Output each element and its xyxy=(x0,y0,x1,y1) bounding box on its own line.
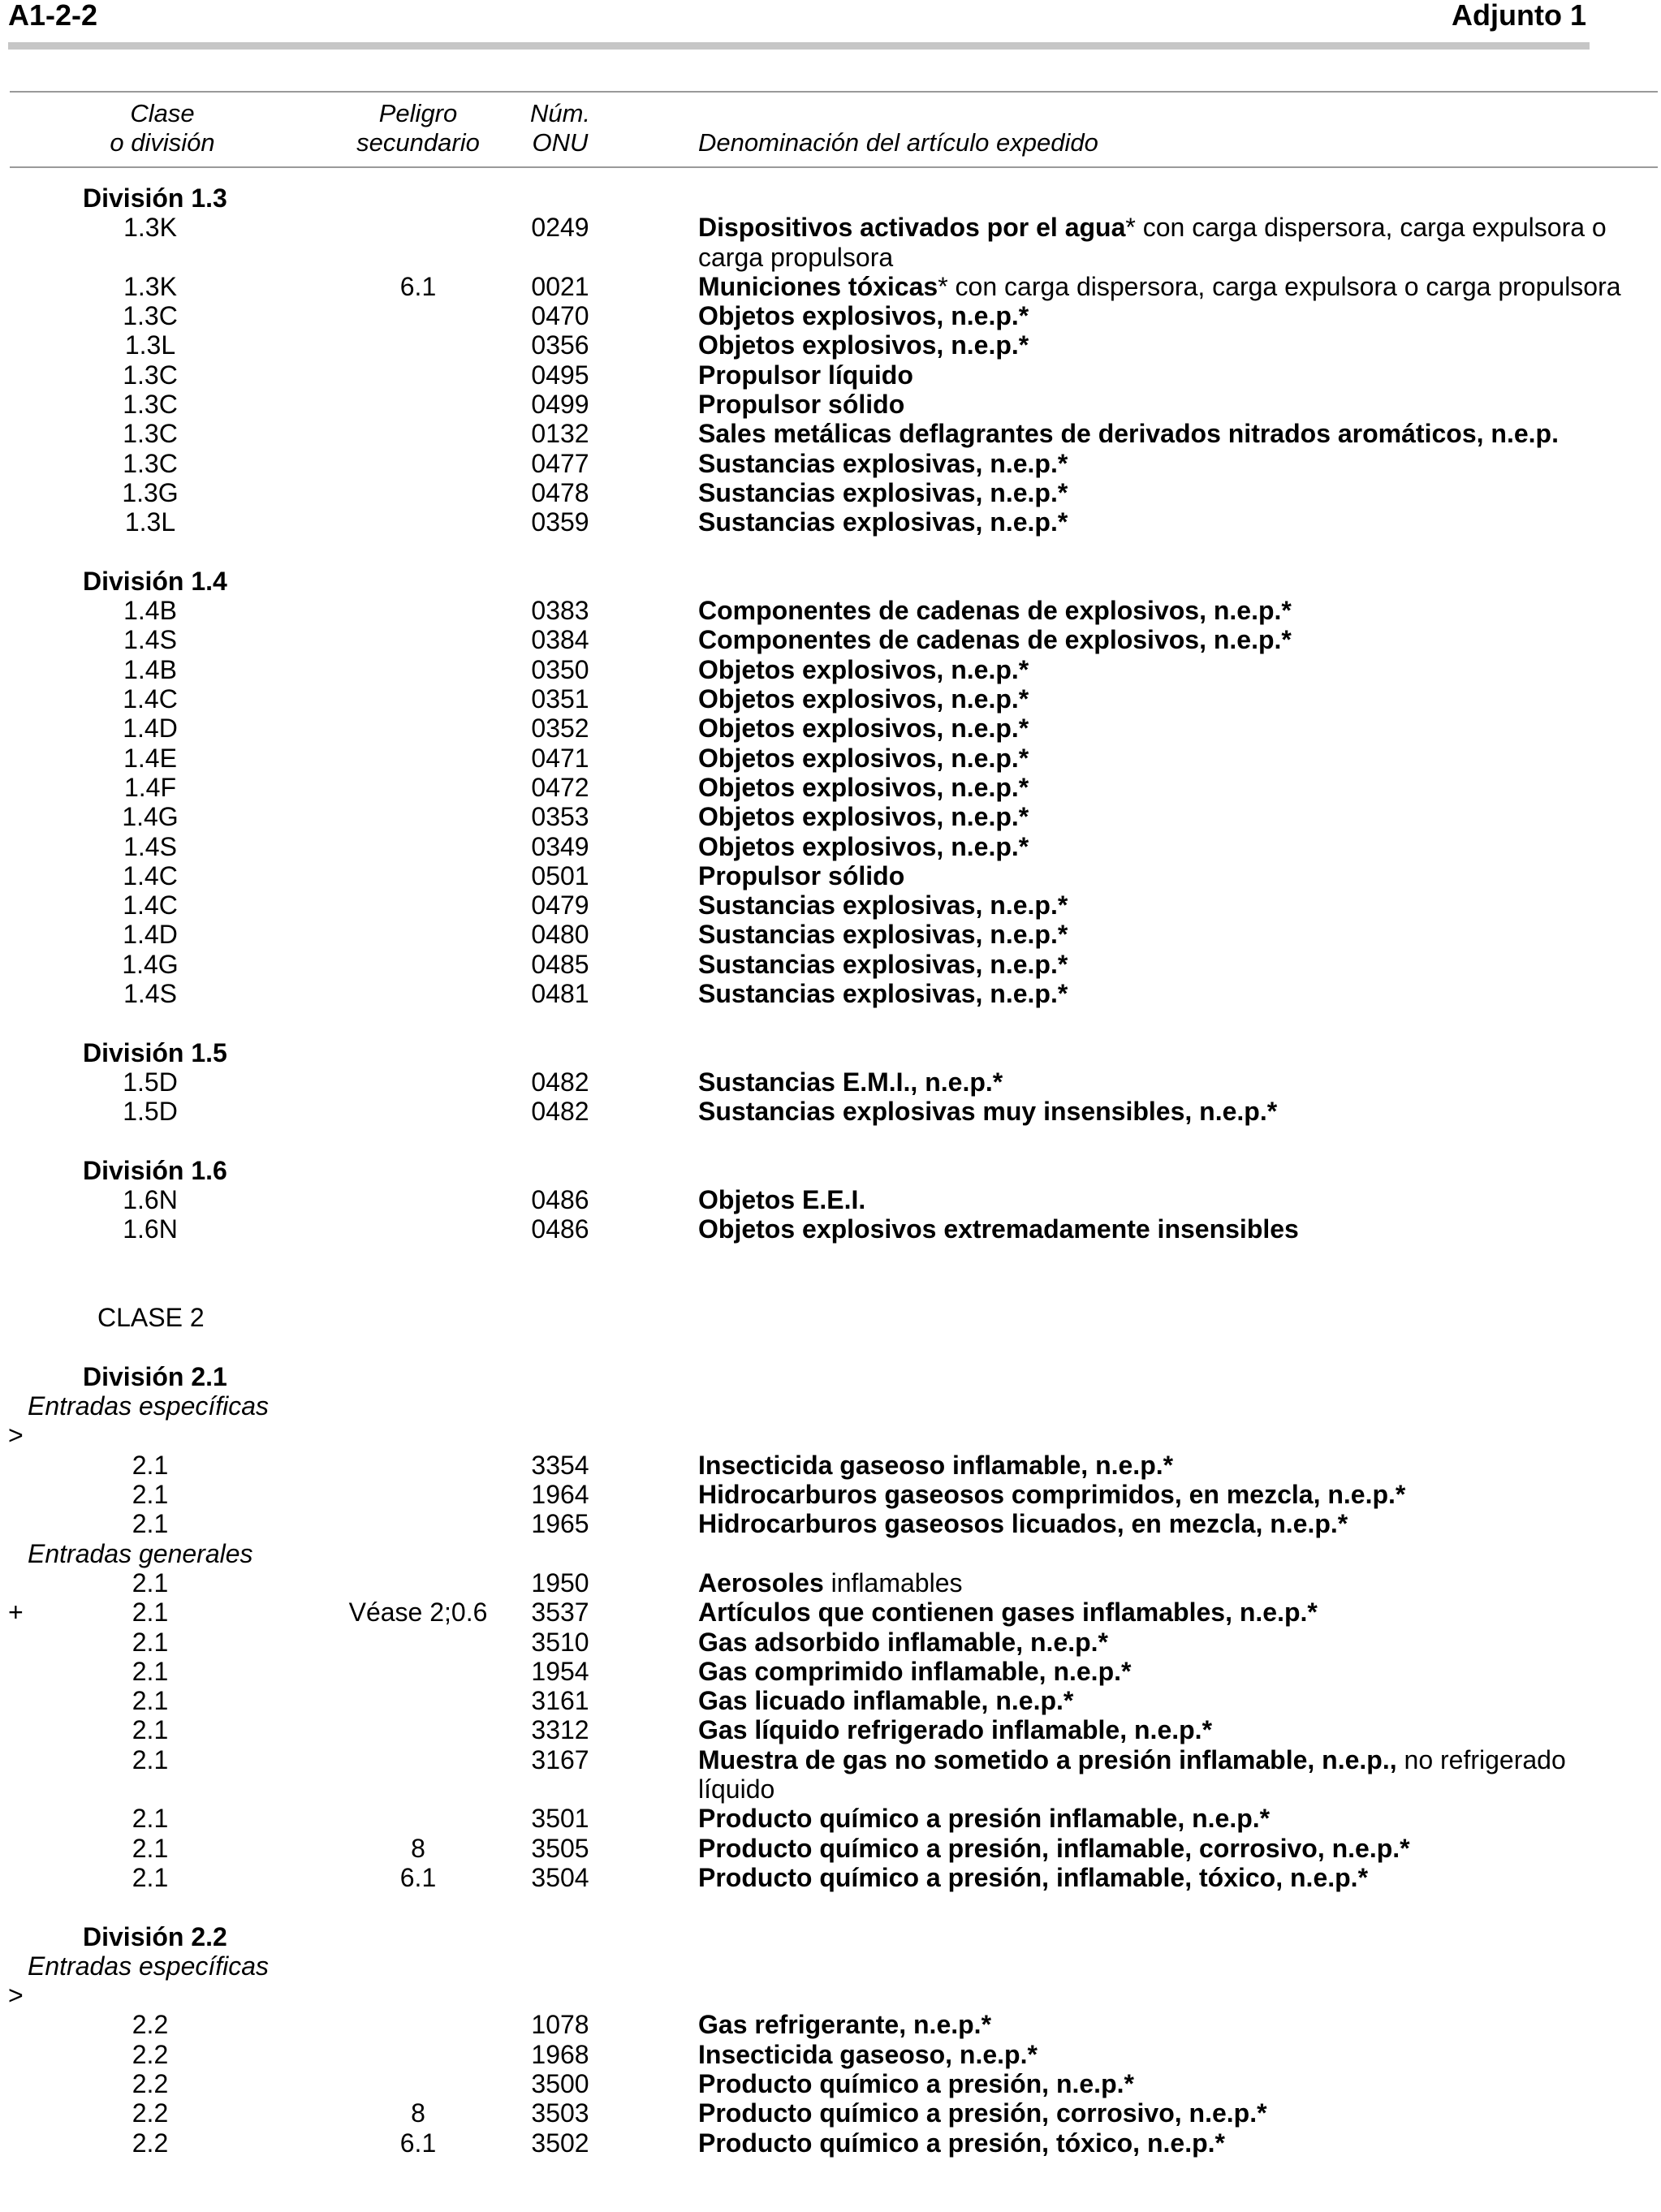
column-header-onu xyxy=(520,99,601,157)
shipping-name-cell xyxy=(698,714,1648,743)
table-row xyxy=(0,1451,1661,1480)
table-row xyxy=(0,1185,1661,1214)
section-spacer xyxy=(0,1244,1661,1304)
un-number-cell: 3354 xyxy=(531,1450,589,1480)
class-division-cell: 1.4C xyxy=(123,860,178,890)
shipping-name-bold: Gas licuado inflamable, n.e.p.* xyxy=(698,1686,1074,1716)
shipping-name-bold: Objetos explosivos, n.e.p.* xyxy=(698,330,1029,360)
shipping-name-bold: Objetos explosivos, n.e.p.* xyxy=(698,802,1029,832)
un-number-cell: 3510 xyxy=(531,1627,589,1657)
shipping-name-bold: Sustancias explosivas, n.e.p.* xyxy=(698,920,1068,950)
table-row xyxy=(0,1745,1661,1805)
shipping-name-cell xyxy=(698,390,1648,419)
class-division-cell: 1.4S xyxy=(123,625,177,655)
class-division-cell: 2.2 xyxy=(132,2010,169,2040)
un-number-cell: 0486 xyxy=(531,1185,589,1215)
class-division-cell: 1.3C xyxy=(123,360,178,390)
table-row xyxy=(0,802,1661,831)
table-row xyxy=(0,1715,1661,1744)
shipping-name-cell xyxy=(698,744,1648,773)
table-row xyxy=(0,1097,1661,1126)
shipping-name-cell xyxy=(698,684,1648,714)
entries-table xyxy=(0,183,1661,2158)
class-division-cell: 1.4B xyxy=(123,654,177,684)
table-row xyxy=(0,2098,1661,2128)
shipping-name-cell xyxy=(698,2128,1648,2158)
shipping-name-bold: Propulsor líquido xyxy=(698,360,913,390)
table-row xyxy=(0,1568,1661,1598)
table-row xyxy=(0,979,1661,1008)
un-number-cell: 0132 xyxy=(531,419,589,449)
table-row xyxy=(0,714,1661,743)
table-row xyxy=(0,890,1661,920)
class-division-cell: 1.3L xyxy=(124,330,176,360)
shipping-name-cell xyxy=(698,1480,1648,1509)
shipping-name-bold: Sustancias explosivas muy insensibles, n.e.p.* xyxy=(698,1097,1278,1127)
table-row xyxy=(0,2128,1661,2158)
shipping-name-cell xyxy=(698,478,1648,507)
table-row xyxy=(0,920,1661,949)
class-division-cell: 1.6N xyxy=(123,1185,178,1215)
table-row xyxy=(0,478,1661,507)
page-reference: A1-2-2 xyxy=(8,0,98,32)
shipping-name-bold: Propulsor sólido xyxy=(698,390,905,420)
shipping-name-cell xyxy=(698,1715,1648,1744)
column-header-line: Núm. xyxy=(529,99,591,127)
class-division-cell: 2.2 xyxy=(132,2098,169,2128)
class-division-cell: 2.1 xyxy=(132,1509,169,1539)
shipping-name-bold: Gas refrigerante, n.e.p.* xyxy=(698,2010,992,2040)
table-row xyxy=(0,1214,1661,1244)
subsidiary-hazard-cell: 6.1 xyxy=(399,1862,437,1892)
un-number-cell: 0486 xyxy=(531,1214,589,1244)
shipping-name-cell xyxy=(698,1863,1648,1892)
table-row xyxy=(0,1804,1661,1833)
table-row xyxy=(0,390,1661,419)
table-header-rule xyxy=(10,166,1658,168)
column-header-line: ONU xyxy=(532,128,589,157)
un-number-cell: 3502 xyxy=(531,2128,589,2158)
class-division-cell: 1.3C xyxy=(123,390,178,420)
class-division-cell: 1.3C xyxy=(123,419,178,449)
attachment-label: Adjunto 1 xyxy=(1452,0,1586,32)
un-number-cell: 0479 xyxy=(531,890,589,921)
shipping-name-bold: Producto químico a presión, inflamable, tóxico, n.e.p.* xyxy=(698,1862,1369,1892)
class-division-cell: 1.3C xyxy=(123,301,178,331)
un-number-cell: 0501 xyxy=(531,860,589,890)
shipping-name-bold: Producto químico a presión, inflamable, corrosivo, n.e.p.* xyxy=(698,1833,1410,1863)
shipping-name-bold: Aerosoles xyxy=(698,1567,824,1598)
revision-mark: + xyxy=(8,1598,24,1628)
un-number-cell: 0495 xyxy=(531,360,589,390)
shipping-name-bold: Objetos explosivos, n.e.p.* xyxy=(698,831,1029,861)
shipping-name-cell xyxy=(698,1686,1648,1715)
shipping-name-rest: * con carga dispersora, carga expulsora o carga propulsora xyxy=(938,271,1621,301)
shipping-name-cell xyxy=(698,1451,1648,1480)
class-division-cell: 1.4D xyxy=(123,714,178,744)
table-row xyxy=(0,744,1661,773)
shipping-name-bold: Muestra de gas no sometido a presión inflamable, n.e.p., xyxy=(698,1744,1397,1774)
division-heading: División 2.2 xyxy=(83,1921,227,1951)
class-division-cell: 2.1 xyxy=(132,1656,169,1686)
un-number-cell: 0350 xyxy=(531,654,589,684)
table-row xyxy=(0,684,1661,714)
table-row xyxy=(0,272,1661,301)
class-division-cell: 1.4C xyxy=(123,684,178,714)
division-heading: División 2.1 xyxy=(83,1361,227,1391)
class-heading: CLASE 2 xyxy=(97,1303,205,1333)
table-row xyxy=(0,507,1661,537)
un-number-cell: 0349 xyxy=(531,831,589,861)
shipping-name-cell xyxy=(698,2040,1648,2069)
shipping-name-cell xyxy=(698,1214,1648,1244)
shipping-name-cell xyxy=(698,1598,1648,1627)
un-number-cell: 0352 xyxy=(531,714,589,744)
column-header-line: secundario xyxy=(356,128,480,157)
shipping-name-bold: Gas comprimido inflamable, n.e.p.* xyxy=(698,1656,1132,1686)
shipping-name-bold: Gas adsorbido inflamable, n.e.p.* xyxy=(698,1627,1108,1657)
class-division-cell: 2.1 xyxy=(132,1804,169,1834)
un-number-cell: 1968 xyxy=(531,2039,589,2069)
shipping-name-cell xyxy=(698,507,1648,537)
shipping-name-bold: Objetos explosivos extremadamente insensibles xyxy=(698,1214,1299,1244)
shipping-name-bold: Producto químico a presión, tóxico, n.e.p.* xyxy=(698,2128,1225,2158)
shipping-name-cell xyxy=(698,625,1648,654)
un-number-cell: 3537 xyxy=(531,1598,589,1628)
entries-subheading: Entradas específicas xyxy=(28,1391,270,1421)
change-marker: > xyxy=(8,1421,24,1451)
section-spacer xyxy=(0,1333,1661,1362)
column-header-line: Clase xyxy=(130,99,195,127)
class-division-cell: 1.4C xyxy=(123,890,178,921)
table-row xyxy=(0,419,1661,448)
shipping-name-cell xyxy=(698,1628,1648,1657)
shipping-name-bold: Objetos E.E.I. xyxy=(698,1185,866,1215)
division-heading: División 1.3 xyxy=(83,183,227,213)
class-division-cell: 1.6N xyxy=(123,1214,178,1244)
division-heading: División 1.4 xyxy=(83,566,227,596)
un-number-cell: 0353 xyxy=(531,802,589,832)
shipping-name-cell xyxy=(698,920,1648,949)
table-row xyxy=(0,2040,1661,2069)
shipping-name-cell xyxy=(698,330,1648,360)
table-row xyxy=(0,449,1661,478)
column-header-denominacion: Denominación del artículo expedido xyxy=(698,128,1098,157)
un-number-cell: 0482 xyxy=(531,1097,589,1127)
table-row xyxy=(0,1598,1661,1627)
class-division-cell: 1.3C xyxy=(123,448,178,478)
un-number-cell: 3504 xyxy=(531,1862,589,1892)
shipping-name-bold: Producto químico a presión, corrosivo, n.e.p.* xyxy=(698,2098,1267,2128)
column-header-line: Peligro xyxy=(378,99,458,127)
shipping-name-cell xyxy=(698,596,1648,625)
table-row xyxy=(0,1480,1661,1509)
shipping-name-cell xyxy=(698,301,1648,330)
class-division-cell: 2.1 xyxy=(132,1480,169,1510)
entries-subheading: Entradas específicas xyxy=(28,1951,270,1981)
class-division-cell: 1.5D xyxy=(123,1097,178,1127)
class-division-cell: 2.2 xyxy=(132,2039,169,2069)
un-number-cell: 3503 xyxy=(531,2098,589,2128)
shipping-name-bold: Componentes de cadenas de explosivos, n.e.p.* xyxy=(698,625,1292,655)
shipping-name-cell xyxy=(698,802,1648,831)
shipping-name-cell xyxy=(698,213,1648,272)
class-division-cell: 1.3L xyxy=(124,507,176,537)
table-row xyxy=(0,360,1661,390)
shipping-name-bold: Objetos explosivos, n.e.p.* xyxy=(698,772,1029,802)
shipping-name-bold: Sustancias explosivas, n.e.p.* xyxy=(698,890,1068,921)
shipping-name-rest: inflamables xyxy=(823,1567,963,1598)
un-number-cell: 0383 xyxy=(531,596,589,626)
shipping-name-bold: Objetos explosivos, n.e.p.* xyxy=(698,301,1029,331)
table-row xyxy=(0,1834,1661,1863)
table-row xyxy=(0,1657,1661,1686)
shipping-name-bold: Artículos que contienen gases inflamables, n.e.p.* xyxy=(698,1598,1318,1628)
shipping-name-bold: Producto químico a presión, n.e.p.* xyxy=(698,2069,1134,2098)
un-number-cell: 1964 xyxy=(531,1480,589,1510)
class-division-cell: 2.1 xyxy=(132,1862,169,1892)
shipping-name-cell xyxy=(698,655,1648,684)
shipping-name-bold: Propulsor sólido xyxy=(698,860,905,890)
class-division-cell: 1.4B xyxy=(123,596,177,626)
un-number-cell: 0480 xyxy=(531,920,589,950)
class-division-cell: 1.3K xyxy=(123,213,177,243)
subsidiary-hazard-cell: Véase 2;0.6 xyxy=(348,1598,488,1628)
un-number-cell: 3312 xyxy=(531,1715,589,1745)
subsidiary-hazard-cell: 8 xyxy=(411,1833,425,1863)
shipping-name-bold: Hidrocarburos gaseosos comprimidos, en mezcla, n.e.p.* xyxy=(698,1480,1406,1510)
un-number-cell: 1950 xyxy=(531,1567,589,1598)
un-number-cell: 0485 xyxy=(531,949,589,979)
section-spacer xyxy=(0,537,1661,567)
un-number-cell: 0482 xyxy=(531,1067,589,1097)
un-number-cell: 1954 xyxy=(531,1656,589,1686)
table-row xyxy=(0,596,1661,625)
shipping-name-cell xyxy=(698,419,1648,448)
table-row xyxy=(0,2069,1661,2098)
class-division-cell: 2.2 xyxy=(132,2128,169,2158)
table-row xyxy=(0,1863,1661,1892)
shipping-name-cell xyxy=(698,979,1648,1008)
class-division-cell: 1.5D xyxy=(123,1067,178,1097)
class-division-cell: 1.4D xyxy=(123,920,178,950)
un-number-cell: 0249 xyxy=(531,213,589,243)
section-spacer xyxy=(0,1127,1661,1156)
shipping-name-rest: no refrigerado líquido xyxy=(698,1744,1566,1805)
shipping-name-cell xyxy=(698,1509,1648,1538)
shipping-name-bold: Insecticida gaseoso inflamable, n.e.p.* xyxy=(698,1450,1174,1480)
class-division-cell: 1.4G xyxy=(122,802,179,832)
class-division-cell: 2.1 xyxy=(132,1715,169,1745)
table-row xyxy=(0,655,1661,684)
shipping-name-cell xyxy=(698,1097,1648,1126)
shipping-name-bold: Objetos explosivos, n.e.p.* xyxy=(698,654,1029,684)
un-number-cell: 3167 xyxy=(531,1744,589,1774)
un-number-cell: 0477 xyxy=(531,448,589,478)
class-division-cell: 1.4E xyxy=(123,743,177,773)
section-spacer xyxy=(0,1008,1661,1037)
shipping-name-bold: Producto químico a presión inflamable, n.e.p.* xyxy=(698,1804,1271,1834)
shipping-name-cell xyxy=(698,1657,1648,1686)
shipping-name-cell xyxy=(698,1568,1648,1598)
class-division-cell: 1.4F xyxy=(123,772,177,802)
division-heading: División 1.6 xyxy=(83,1155,227,1185)
subsidiary-hazard-cell: 6.1 xyxy=(399,271,437,301)
shipping-name-cell xyxy=(698,360,1648,390)
shipping-name-bold: Hidrocarburos gaseosos licuados, en mezcla, n.e.p.* xyxy=(698,1509,1348,1539)
table-row xyxy=(0,861,1661,890)
column-header-peligro xyxy=(333,99,503,157)
un-number-cell: 3505 xyxy=(531,1833,589,1863)
shipping-name-cell xyxy=(698,449,1648,478)
un-number-cell: 1078 xyxy=(531,2010,589,2040)
un-number-cell: 0384 xyxy=(531,625,589,655)
shipping-name-bold: Insecticida gaseoso, n.e.p.* xyxy=(698,2039,1038,2069)
shipping-name-bold: Gas líquido refrigerado inflamable, n.e.p.* xyxy=(698,1715,1213,1745)
shipping-name-bold: Componentes de cadenas de explosivos, n.e.p.* xyxy=(698,596,1292,626)
column-header-line: o división xyxy=(110,128,215,157)
class-division-cell: 2.1 xyxy=(132,1598,169,1628)
un-number-cell: 0356 xyxy=(531,330,589,360)
class-division-cell: 1.4G xyxy=(122,949,179,979)
shipping-name-cell xyxy=(698,2098,1648,2128)
section-spacer xyxy=(0,1892,1661,1921)
class-division-cell: 1.3G xyxy=(122,477,179,507)
table-row xyxy=(0,330,1661,360)
un-number-cell: 1965 xyxy=(531,1509,589,1539)
shipping-name-cell xyxy=(698,1067,1648,1097)
table-row xyxy=(0,1686,1661,1715)
table-row xyxy=(0,213,1661,272)
shipping-name-bold: Sustancias explosivas, n.e.p.* xyxy=(698,979,1068,1009)
un-number-cell: 0481 xyxy=(531,979,589,1009)
shipping-name-bold: Sustancias explosivas, n.e.p.* xyxy=(698,477,1068,507)
division-heading: División 1.5 xyxy=(83,1037,227,1067)
table-row xyxy=(0,625,1661,654)
table-top-rule xyxy=(10,91,1658,93)
shipping-name-cell xyxy=(698,950,1648,979)
table-row xyxy=(0,301,1661,330)
class-division-cell: 2.1 xyxy=(132,1567,169,1598)
shipping-name-bold: Sustancias E.M.I., n.e.p.* xyxy=(698,1067,1003,1097)
column-header-clase xyxy=(81,99,244,157)
shipping-name-cell xyxy=(698,832,1648,861)
shipping-name-bold: Sales metálicas deflagrantes de derivados nitrados aromáticos, n.e.p. xyxy=(698,419,1559,449)
un-number-cell: 0471 xyxy=(531,743,589,773)
un-number-cell: 0499 xyxy=(531,390,589,420)
class-division-cell: 2.1 xyxy=(132,1627,169,1657)
class-division-cell: 1.4S xyxy=(123,979,177,1009)
shipping-name-bold: Objetos explosivos, n.e.p.* xyxy=(698,684,1029,714)
shipping-name-bold: Sustancias explosivas, n.e.p.* xyxy=(698,448,1068,478)
shipping-name-rest: * con carga dispersora, carga expulsora o carga propulsora xyxy=(698,213,1607,272)
shipping-name-bold: Objetos explosivos, n.e.p.* xyxy=(698,714,1029,744)
subsidiary-hazard-cell: 8 xyxy=(411,2098,425,2128)
un-number-cell: 3501 xyxy=(531,1804,589,1834)
un-number-cell: 0470 xyxy=(531,301,589,331)
shipping-name-cell xyxy=(698,861,1648,890)
shipping-name-cell xyxy=(698,1745,1648,1805)
shipping-name-cell xyxy=(698,2010,1648,2039)
table-row xyxy=(0,773,1661,802)
class-division-cell: 2.1 xyxy=(132,1833,169,1863)
table-row xyxy=(0,1509,1661,1538)
table-row xyxy=(0,950,1661,979)
class-division-cell: 2.1 xyxy=(132,1686,169,1716)
table-row xyxy=(0,1067,1661,1097)
shipping-name-bold: Sustancias explosivas, n.e.p.* xyxy=(698,949,1068,979)
un-number-cell: 3161 xyxy=(531,1686,589,1716)
un-number-cell: 0472 xyxy=(531,772,589,802)
shipping-name-bold: Objetos explosivos, n.e.p.* xyxy=(698,743,1029,773)
subsidiary-hazard-cell: 6.1 xyxy=(399,2128,437,2158)
class-division-cell: 1.4S xyxy=(123,831,177,861)
shipping-name-cell xyxy=(698,2069,1648,2098)
shipping-name-bold: Sustancias explosivas, n.e.p.* xyxy=(698,507,1068,537)
class-division-cell: 2.1 xyxy=(132,1744,169,1774)
class-division-cell: 2.1 xyxy=(132,1450,169,1480)
shipping-name-bold: Municiones tóxicas xyxy=(698,271,938,301)
entries-subheading: Entradas generales xyxy=(28,1538,253,1568)
un-number-cell: 0478 xyxy=(531,477,589,507)
shipping-name-cell xyxy=(698,1834,1648,1863)
class-division-cell: 2.2 xyxy=(132,2069,169,2098)
shipping-name-cell xyxy=(698,890,1648,920)
table-row xyxy=(0,1628,1661,1657)
un-number-cell: 0359 xyxy=(531,507,589,537)
table-row xyxy=(0,832,1661,861)
change-marker: > xyxy=(8,1981,24,2011)
header-divider xyxy=(8,42,1590,50)
shipping-name-cell xyxy=(698,773,1648,802)
shipping-name-cell xyxy=(698,1804,1648,1833)
un-number-cell: 0351 xyxy=(531,684,589,714)
class-division-cell: 1.3K xyxy=(123,271,177,301)
shipping-name-cell xyxy=(698,272,1648,301)
shipping-name-bold: Dispositivos activados por el agua xyxy=(698,213,1126,243)
shipping-name-cell xyxy=(698,1185,1648,1214)
un-number-cell: 3500 xyxy=(531,2069,589,2098)
table-row xyxy=(0,2010,1661,2039)
un-number-cell: 0021 xyxy=(531,271,589,301)
